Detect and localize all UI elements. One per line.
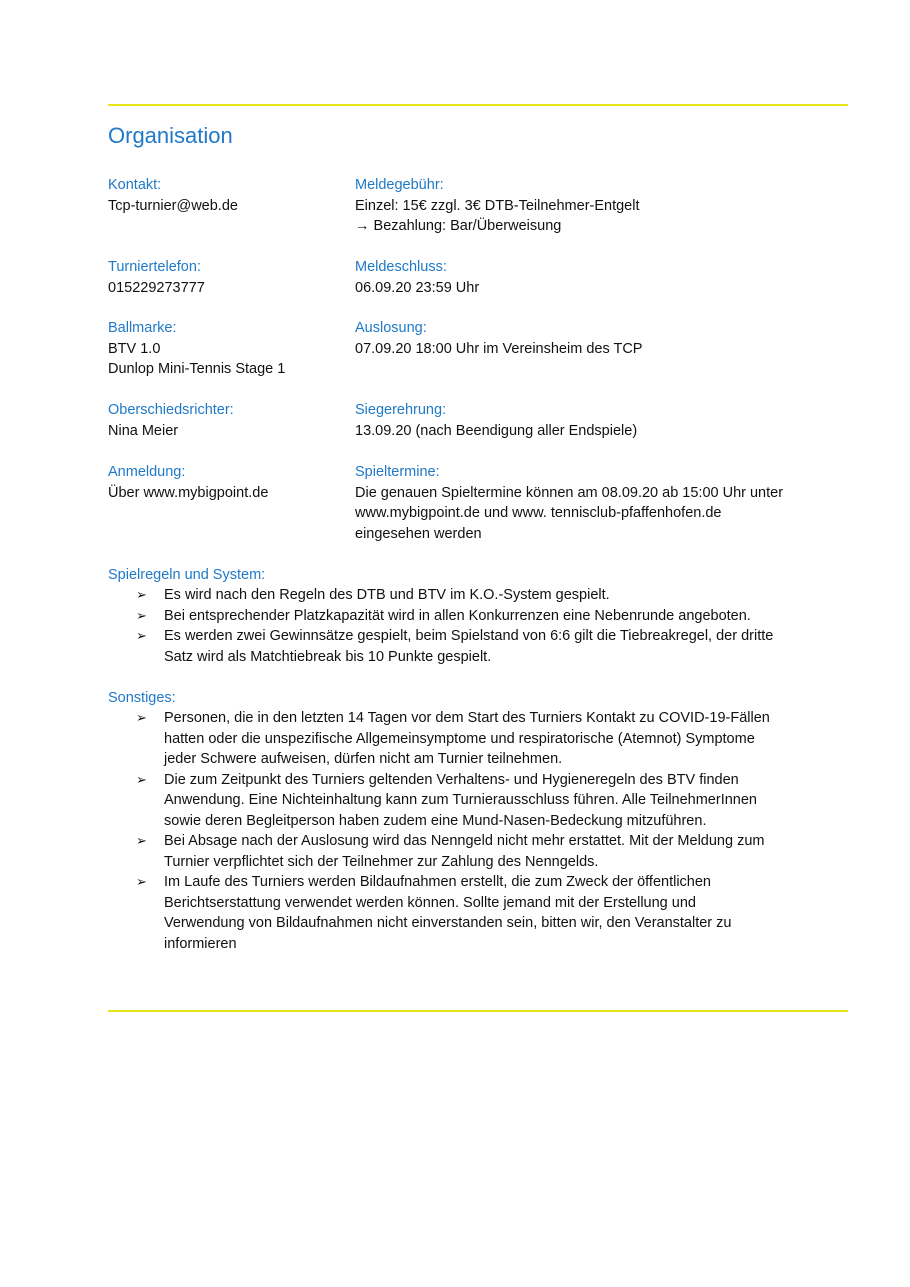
list-item — [0, 872, 810, 954]
list-item — [0, 770, 810, 832]
list-item-line: Bei entsprechender Platzkapazität wird in allen Konkurrenzen eine Nebenrunde angeboten. — [164, 607, 751, 624]
list-item-line: Anwendung. Eine Nichteinhaltung kann zum Turnierausschluss führen. Alle TeilnehmerInnen — [164, 792, 757, 808]
list-item — [0, 585, 810, 606]
page-title: Organisation — [108, 123, 233, 148]
ballmarke-line-2: Dunlop Mini-Tennis Stage 1 — [108, 361, 286, 377]
auslosung-label: Auslosung: — [355, 320, 427, 336]
spieltermine-line-2[interactable]: www.mybigpoint.de und www. tennisclub-pfaffenhofen.de — [355, 505, 722, 521]
meldeschluss-block — [355, 257, 825, 298]
siegerehrung-block — [355, 400, 825, 441]
list-item-line: Satz wird als Matchtiebreak bis 10 Punkte gespielt. — [164, 648, 492, 665]
meldegebuehr-block — [355, 175, 825, 237]
spieltermine-line-1: Die genauen Spieltermine können am 08.09.20 ab 15:00 Uhr unter — [355, 484, 784, 501]
spieltermine-line-3: eingesehen werden — [355, 525, 482, 542]
ballmarke-label: Ballmarke: — [108, 320, 177, 336]
oberschiedsrichter-label: Oberschiedsrichter: — [108, 402, 234, 418]
auslosung-block — [355, 318, 825, 359]
arrowhead-bullet-icon: ➢ — [136, 628, 147, 643]
anmeldung-label: Anmeldung: — [108, 464, 186, 480]
list-item — [0, 831, 810, 872]
list-item-line: Turnier verpflichtet sich der Teilnehmer zur Zahlung des Nenngelds. — [164, 853, 599, 870]
list-item-line: Verwendung von Bildaufnahmen nicht einverstanden sein, bitten wir, den Veranstalter zu — [164, 915, 732, 931]
list-item — [0, 626, 810, 667]
meldegebuehr-line-1: Einzel: 15€ zzgl. 3€ DTB-Teilnehmer-Entgelt — [355, 197, 640, 214]
spielregeln-heading: Spielregeln und System: — [108, 567, 266, 583]
spieltermine-block — [355, 462, 825, 544]
arrowhead-bullet-icon: ➢ — [136, 874, 147, 889]
list-item-line: Die zum Zeitpunkt des Turniers geltenden Verhaltens- und Hygieneregeln des BTV finden — [164, 771, 739, 788]
oberschiedsrichter-value: Nina Meier — [108, 422, 179, 439]
meldeschluss-label: Meldeschluss: — [355, 259, 447, 275]
kontakt-block — [108, 175, 343, 216]
arrowhead-bullet-icon: ➢ — [136, 587, 147, 602]
spieltermine-label: Spieltermine: — [355, 464, 440, 480]
arrowhead-bullet-icon: ➢ — [136, 771, 147, 787]
auslosung-value: 07.09.20 18:00 Uhr im Vereinsheim des TCP — [355, 340, 643, 357]
anmeldung-value[interactable]: Über www.mybigpoint.de — [108, 484, 269, 501]
list-item-line: sowie deren Begleitperson haben zudem eine Mund-Nasen-Bedeckung mitzuführen. — [164, 812, 707, 829]
arrowhead-bullet-icon: ➢ — [136, 607, 147, 623]
meldeschluss-value: 06.09.20 23:59 Uhr — [355, 279, 480, 296]
list-item-line: jeder Schwere aufweisen, dürfen nicht am Turnier teilnehmen. — [164, 751, 563, 767]
ballmarke-block — [108, 318, 343, 380]
turniertelefon-block — [108, 257, 343, 298]
bottom-divider — [108, 1010, 848, 1012]
list-item-line: Es werden zwei Gewinnsätze gespielt, beim Spielstand von 6:6 gilt die Tiebreakregel, der dritte — [164, 628, 774, 644]
kontakt-email[interactable]: Tcp-turnier@web.de — [108, 197, 238, 214]
top-divider — [108, 104, 848, 106]
list-item — [0, 606, 810, 627]
oberschiedsrichter-block — [108, 400, 343, 441]
anmeldung-block — [108, 462, 343, 503]
arrowhead-bullet-icon: ➢ — [136, 710, 147, 725]
meldegebuehr-line-2: → Bezahlung: Bar/Überweisung — [355, 218, 562, 234]
list-item-line: Im Laufe des Turniers werden Bildaufnahmen erstellt, die zum Zweck der öffentlichen — [164, 874, 711, 890]
spielregeln-list — [0, 585, 910, 667]
kontakt-label: Kontakt: — [108, 177, 162, 193]
list-item-line: Personen, die in den letzten 14 Tagen vor dem Start des Turniers Kontakt zu COVID-19-Fällen — [164, 710, 770, 726]
sonstiges-heading: Sonstiges: — [108, 690, 176, 706]
sonstiges-list — [0, 708, 910, 954]
list-item-line: hatten oder die unspezifische Allgemeinsymptome und respiratorische (Atemnot) Symptome — [164, 730, 755, 747]
list-item-line: Berichtserstattung verwendet werden können. Sollte jemand mit der Erstellung und — [164, 894, 696, 911]
ballmarke-line-1: BTV 1.0 — [108, 340, 161, 357]
turniertelefon-label: Turniertelefon: — [108, 259, 201, 275]
list-item-line: Bei Absage nach der Auslosung wird das Nenngeld nicht mehr erstattet. Mit der Meldung zum — [164, 833, 765, 849]
list-item-line: Es wird nach den Regeln des DTB und BTV im K.O.-System gespielt. — [164, 587, 610, 603]
list-item — [0, 708, 810, 770]
siegerehrung-value: 13.09.20 (nach Beendigung aller Endspiele) — [355, 422, 638, 439]
arrowhead-bullet-icon: ➢ — [136, 833, 147, 848]
siegerehrung-label: Siegerehrung: — [355, 402, 447, 418]
list-item-line: informieren — [164, 935, 237, 952]
turniertelefon-value: 015229273777 — [108, 279, 205, 296]
meldegebuehr-label: Meldegebühr: — [355, 177, 444, 193]
